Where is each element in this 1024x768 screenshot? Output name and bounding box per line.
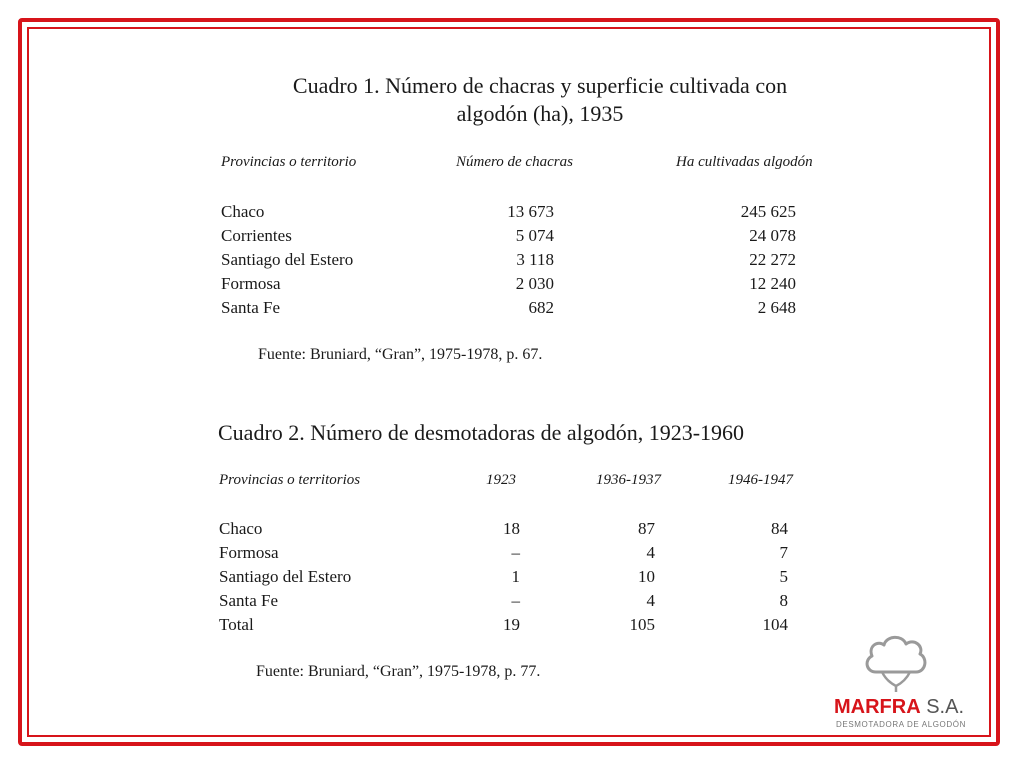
logo-suffix: S.A. (920, 696, 965, 718)
table2-cell-1946: 84 (771, 519, 788, 538)
table1-cell-chacras: 682 (528, 298, 554, 317)
table2-cell-1946: 104 (762, 615, 788, 634)
table2-cell-1936: 87 (638, 519, 655, 538)
table2-header-province: Provincias o territorios (219, 472, 361, 488)
logo-subtitle: DESMOTADORA DE ALGODÓN (836, 720, 966, 729)
table2-source: Fuente: Bruniard, “Gran”, 1975-1978, p. 77. (256, 663, 541, 680)
table2-cell-1946: 7 (779, 543, 788, 562)
table2-cell-1936: 4 (646, 591, 655, 610)
table2-cell-1923: 19 (503, 615, 520, 634)
table2-cell-1936: 10 (638, 567, 655, 586)
table1-cell-hectares: 2 648 (757, 298, 796, 317)
table2-cell-1936: 4 (646, 543, 655, 562)
table2-cell-province: Total (219, 615, 254, 634)
table1-cell-hectares: 245 625 (740, 202, 796, 221)
table2-cell-province: Santiago del Estero (219, 567, 352, 586)
table2-cell-1936: 105 (629, 615, 655, 634)
table2-cell-1923: 18 (503, 519, 520, 538)
table2-header-1936: 1936-1937 (596, 472, 661, 488)
table2-cell-1923: – (511, 591, 520, 610)
table1-cell-province: Santiago del Estero (221, 250, 354, 269)
table1-title (210, 72, 870, 128)
table2-title: Cuadro 2. Número de desmotadoras de algodón, 1923-1960 (218, 420, 745, 445)
table2-header-1923: 1923 (486, 472, 516, 488)
logo-wordmark (834, 696, 964, 719)
table1-cell-province: Santa Fe (221, 298, 281, 317)
table1-cell-chacras: 13 673 (507, 202, 554, 221)
table2-cell-1923: – (511, 543, 520, 562)
table1-cell-hectares: 24 078 (749, 226, 796, 245)
table2-cell-province: Santa Fe (219, 591, 279, 610)
company-logo (832, 632, 967, 732)
table1-title-line1: Cuadro 1. Número de chacras y superficie cultivada con (292, 73, 788, 98)
table1-cell-province: Chaco (221, 202, 265, 221)
table1-cell-hectares: 22 272 (749, 250, 796, 269)
table1-cell-chacras: 5 074 (515, 226, 554, 245)
table1-source: Fuente: Bruniard, “Gran”, 1975-1978, p. 67. (258, 346, 543, 363)
table2-cell-1923: 1 (511, 567, 520, 586)
cotton-boll-icon (862, 632, 930, 694)
table2-cell-province: Formosa (219, 543, 279, 562)
logo-brand: MARFRA (834, 696, 921, 718)
table1-cell-hectares: 12 240 (749, 274, 796, 293)
table2-cell-province: Chaco (219, 519, 263, 538)
table1-header-province: Provincias o territorio (221, 154, 357, 170)
table2-header-1946: 1946-1947 (728, 472, 793, 488)
table2-cell-1946: 5 (779, 567, 788, 586)
table1-cell-province: Formosa (221, 274, 281, 293)
table1-header-chacras: Número de chacras (456, 154, 573, 170)
table1-header-hectares: Ha cultivadas algodón (676, 154, 813, 170)
table2-cell-1946: 8 (779, 591, 788, 610)
table1-title-line2: algodón (ha), 1935 (456, 101, 624, 126)
table1-cell-chacras: 2 030 (515, 274, 554, 293)
table1-cell-chacras: 3 118 (516, 250, 554, 269)
table1-cell-province: Corrientes (221, 226, 292, 245)
